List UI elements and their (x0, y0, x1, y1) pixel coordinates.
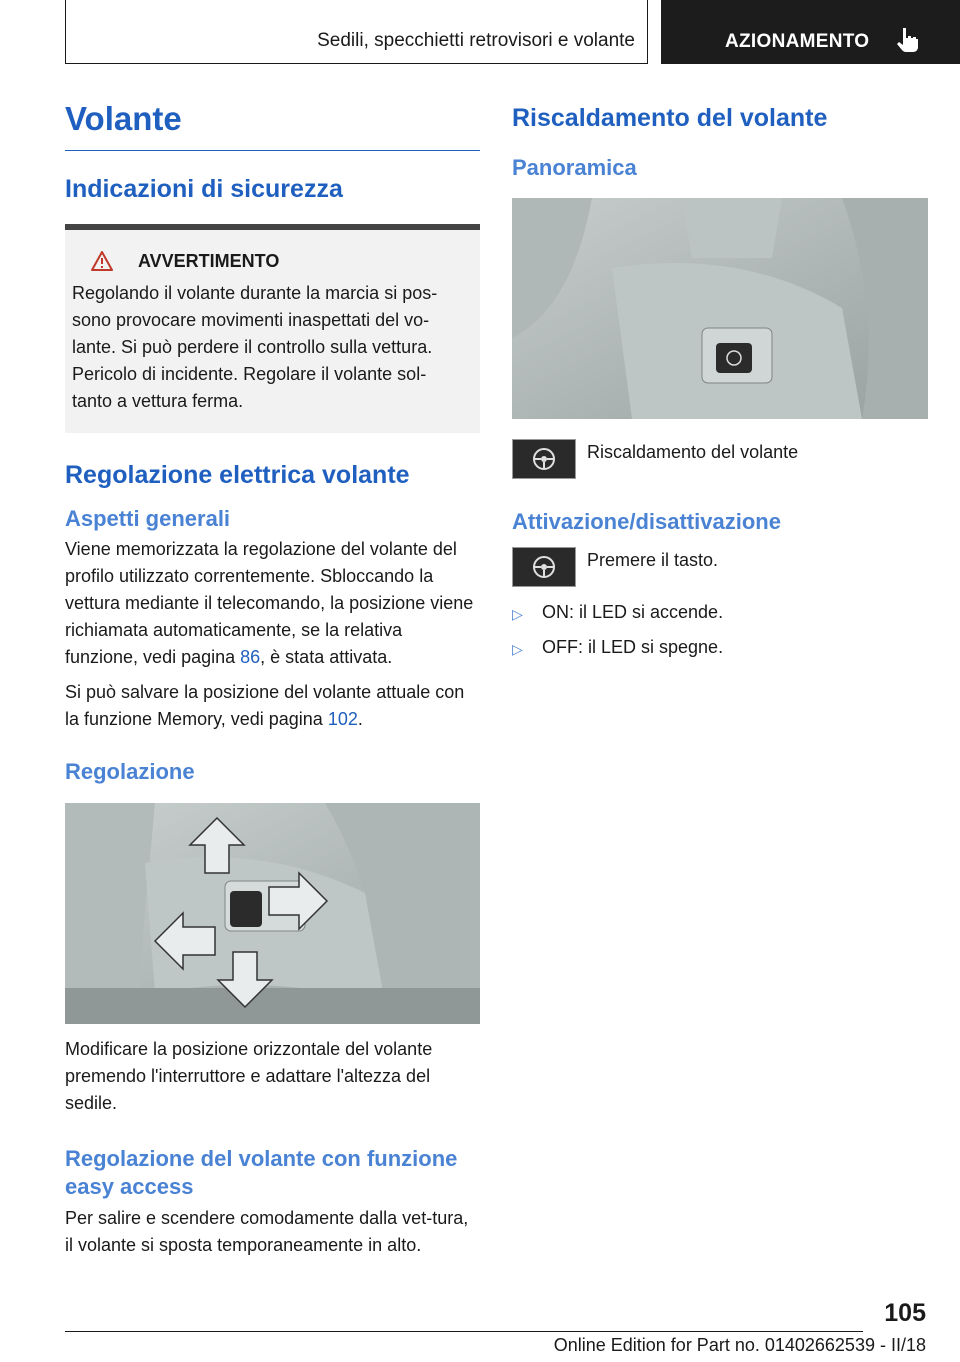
heating-heading: Riscaldamento del volante (512, 104, 828, 132)
footer-divider (65, 1331, 863, 1332)
bullet-triangle-icon: ▷ (512, 606, 523, 622)
bullet-triangle-icon: ▷ (512, 641, 523, 657)
safety-heading: Indicazioni di sicurezza (65, 175, 343, 203)
overview-heading: Panoramica (512, 155, 637, 180)
toggle-heading: Attivazione/disattivazione (512, 509, 781, 534)
header-section-title: Sedili, specchietti retrovisori e volante (317, 30, 635, 51)
header-section-box (65, 0, 648, 64)
general-p1-end: , è stata attivata. (260, 647, 393, 667)
footer-edition: Online Edition for Part no. 01402662539 - II/18 (553, 1335, 926, 1355)
steering-wheel-icon (531, 554, 557, 580)
pointing-hand-icon (895, 26, 921, 52)
page-86-link[interactable]: 86 (240, 647, 261, 667)
electric-adjust-heading: Regolazione elettrica volante (65, 461, 410, 489)
list-item (512, 634, 928, 663)
toggle-icon-row (512, 547, 928, 587)
adjust-text: Modificare la posizione orizzontale del volante premendo l'interruttore e adattare l'altezza del sedile. (65, 1039, 433, 1113)
header-chapter-tab[interactable] (661, 0, 960, 64)
easy-access-heading: Regolazione del volante con funzione easy access (65, 1146, 458, 1199)
bullet-on-text: ON: il LED si accende. (542, 602, 724, 622)
warning-text: Regolando il volante durante la marcia si pos-sono provocare movimenti inaspettati del vo-lante. Si può perdere il controllo sulla vettura. Pericolo di incidente. Regolare il volante sol-tanto a vettura ferma. (72, 283, 438, 411)
list-item (512, 599, 928, 628)
chapter-tab-label: AZIONAMENTO (725, 31, 870, 52)
warning-title-row (72, 250, 466, 272)
general-paragraph-2 (65, 679, 480, 733)
bullet-off-text: OFF: il LED si spegne. (542, 637, 724, 657)
adjust-heading: Regolazione (65, 759, 195, 784)
steering-heat-button-icon-2 (512, 547, 576, 587)
left-column (65, 100, 480, 1259)
general-p2-text: Si può salvare la posizione del volante attuale con la funzione Memory, vedi pagina (65, 682, 465, 729)
warning-title: AVVERTIMENTO (138, 250, 280, 271)
general-p1-text: Viene memorizzata la regolazione del volante del profilo utilizzato correntemente. Sbloccando la vettura mediante il telecomando, la posizione viene richiamata automaticamente, se la relativa funzione, vedi pagina (65, 539, 474, 667)
warning-box (65, 224, 480, 433)
page-102-link[interactable]: 102 (327, 709, 358, 729)
general-p2-end: . (357, 709, 363, 729)
adjust-switch-photo (65, 803, 480, 1024)
steering-heat-button-icon (512, 439, 576, 479)
general-heading: Aspetti generali (65, 506, 231, 531)
page-title: Volante (65, 100, 480, 151)
easy-access-text: Per salire e scendere comodamente dalla vet-tura, il volante si sposta temporaneamente in alto. (65, 1208, 469, 1255)
heating-icon-caption: Riscaldamento del volante (587, 442, 799, 462)
page-number: 105 (884, 1299, 926, 1327)
heating-icon-caption-row (512, 439, 928, 479)
toggle-instruction: Premere il tasto. (587, 550, 719, 570)
steering-wheel-icon (531, 446, 557, 472)
led-bullet-list (512, 599, 928, 663)
warning-triangle-icon (90, 250, 114, 272)
heating-button-photo (512, 198, 928, 419)
general-paragraph-1 (65, 536, 480, 671)
right-column (512, 100, 928, 663)
